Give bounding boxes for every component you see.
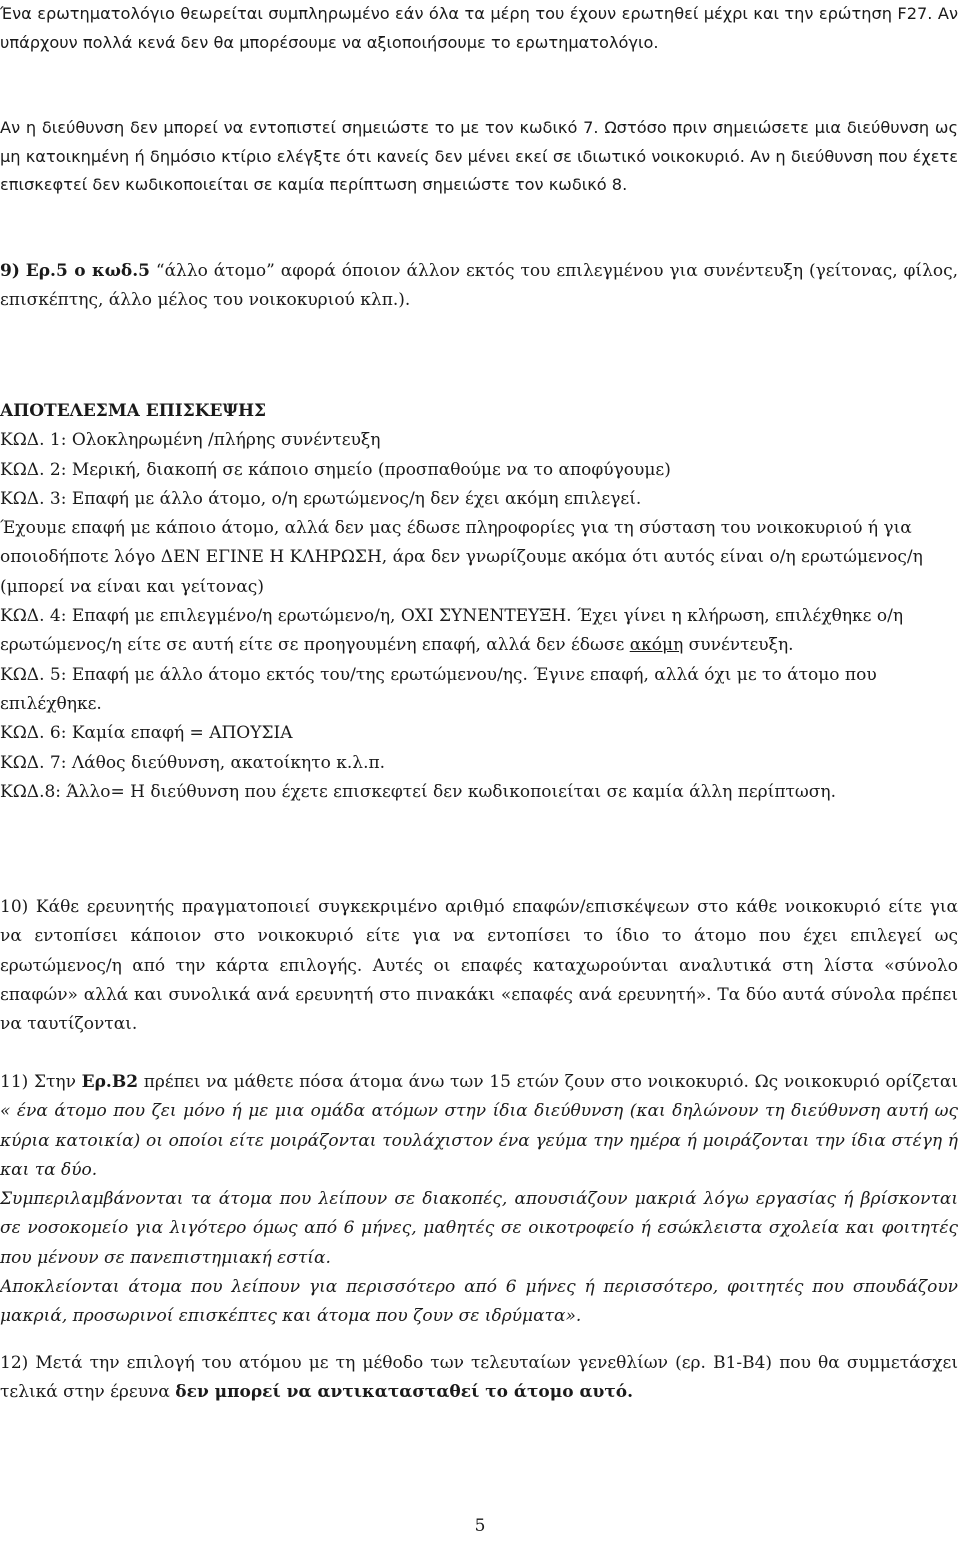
code-4-underlined: ακόμη [629,635,684,656]
code-4-text: ΚΩΔ. 4: Επαφή με επιλεγμένο/η ερωτώμενο/η, ΟΧΙ ΣΥΝΕΝΤΕΥΞΗ. Έχει γίνει η κλήρωση, επιλέχθηκε ο/η ερωτώμενος/η είτε σε αυτή είτε σε προηγουμένη επαφή, αλλά δεν έδωσε [0,606,904,656]
household-inclusions: Συμπεριλαμβάνονται τα άτομα που λείπουν σε διακοπές, απουσιάζουν μακριά λόγω εργασίας ή βρίσκονται σε νοσοκομείο για λιγότερο όμως από 6 μήνες, μαθητές σε οικοτροφείο ή εσώκλειστα σχολεία και φοιτητές που μένουν σε πανεπιστημιακή εστία. [0,1189,958,1268]
household-exclusions: Αποκλείονται άτομα που λείπουν για περισσότερο από 6 μήνες ή περισσότερο, φοιτητές που σπουδάζουν μακριά, προσωρινοί επισκέπτες και άτομα που ζουν σε ιδρύματα». [0,1277,958,1327]
household-definition: « ένα άτομο που ζει μόνο ή με μια ομάδα ατόμων στην ίδια διεύθυνση (και δηλώνουν τη διεύθυνση αυτή ως κύρια κατοικία) οι οποίοι είτε μοιράζονται τουλάχιστον ένα γεύμα την ημέρα ή μοιράζονται την ίδια στέγη ή και τα δύο. [0,1101,958,1180]
page-number: 5 [474,1516,486,1536]
intro-paragraph-address-codes: Αν η διεύθυνση δεν μπορεί να εντοπιστεί σημειώστε το με τον κωδικό 7. Ωστόσο πριν σημειώσετε μια διεύθυνση ως μη κατοικημένη ή δημόσιο κτίριο ελέγξτε ότι κανείς δεν μένει εκεί σε ιδιωτικό νοικοκυριό. Αν η διεύθυνση που έχετε επισκεφτεί δεν κωδικοποιείται σε καμία περίπτωση σημειώστε τον κωδικό 8. [0,118,958,195]
code-5: ΚΩΔ. 5: Επαφή με άλλο άτομο εκτός του/της ερωτώμενου/ης. Έγινε επαφή, αλλά όχι με το άτομο που επιλέχθηκε. [0,664,877,714]
note-9-reference: Ερ.5 ο κωδ.5 [25,261,150,281]
code-6: ΚΩΔ. 6: Καμία επαφή = ΑΠΟΥΣΙΑ [0,723,293,744]
code-7: ΚΩΔ. 7: Λάθος διεύθυνση, ακατοίκητο κ.λ.π. [0,752,386,773]
note-11 [0,1068,958,1332]
note-12-bold: δεν μπορεί να αντικατασταθεί το άτομο αυτό. [175,1382,634,1403]
note-9-text: “άλλο άτομο” αφορά όποιον άλλον εκτός του επιλεγμένου για συνέντευξη (γείτονας, φίλος, επισκέπτης, άλλο μέλος του νοικοκυριού κλπ.). [0,261,959,311]
note-11-text: πρέπει να μάθετε πόσα άτομα άνω των 15 ετών ζουν στο νοικοκυριό. Ως νοικοκυριό ορίζεται [143,1072,959,1092]
intro-paragraph-completeness: Ένα ερωτηματολόγιο θεωρείται συμπληρωμένο εάν όλα τα μέρη του έχουν ερωτηθεί μέχρι και την ερώτηση F27. Αν υπάρχουν πολλά κενά δεν θα μπορέσουμε να αξιοποιήσουμε το ερωτηματολόγιο. [0,4,958,52]
visit-result-section [0,397,958,807]
code-4 [0,602,958,661]
code-2: ΚΩΔ. 2: Μερική, διακοπή σε κάποιο σημείο (προσπαθούμε να το αποφύγουμε) [0,459,671,480]
code-1: ΚΩΔ. 1: Ολοκληρωμένη /πλήρης συνέντευξη [0,430,381,451]
note-12 [0,1349,958,1408]
note-9 [0,257,958,316]
code-3: ΚΩΔ. 3: Επαφή με άλλο άτομο, ο/η ερωτώμενος/η δεν έχει ακόμη επιλεγεί. [0,488,642,509]
code-8: ΚΩΔ.8: Άλλο= Η διεύθυνση που έχετε επισκεφτεί δεν κωδικοποιείται σε καμία άλλη περίπτωση. [0,781,836,802]
note-12-text: 12) Μετά την επιλογή του ατόμου με τη μέθοδο των τελευταίων γενεθλίων (ερ. Β1-Β4) που θα συμμετάσχει τελικά στην έρευνα [0,1353,958,1403]
note-11-lead: 11) Στην [0,1072,76,1092]
visit-result-heading: ΑΠΟΤΕΛΕΣΜΑ ΕΠΙΣΚΕΨΗΣ [0,401,267,421]
code-3-detail: Έχουμε επαφή με κάποιο άτομο, αλλά δεν μας έδωσε πληροφορίες για τη σύσταση του νοικοκυριού ή για οποιοδήποτε λόγο ΔΕΝ ΕΓΙΝΕ Η ΚΛΗΡΩΣΗ, άρα δεν γνωρίζουμε ακόμα ότι αυτός είναι ο/η ερωτώμενος/η (μπορεί να είναι και γείτονας) [0,518,923,597]
note-11-reference: Ερ.Β2 [81,1072,139,1092]
note-9-number: 9) [0,261,20,281]
note-10: 10) Κάθε ερευνητής πραγματοποιεί συγκεκριμένο αριθμό επαφών/επισκέψεων στο κάθε νοικοκυριό είτε για να εντοπίσει κάποιον στο νοικοκυριό είτε για να εντοπίσει το ίδιο το άτομο που έχει επιλεγεί ως ερωτώμενος/η από την κάρτα επιλογής. Αυτές οι επαφές καταχωρούνται αναλυτικά στη λίστα «σύνολο επαφών» αλλά και συνολικά ανά ερευνητή στο πινακάκι «επαφές ανά ερευνητή». Τα δύο αυτά σύνολα πρέπει να ταυτίζονται. [0,897,958,1035]
code-4-end: συνέντευξη. [688,635,794,656]
